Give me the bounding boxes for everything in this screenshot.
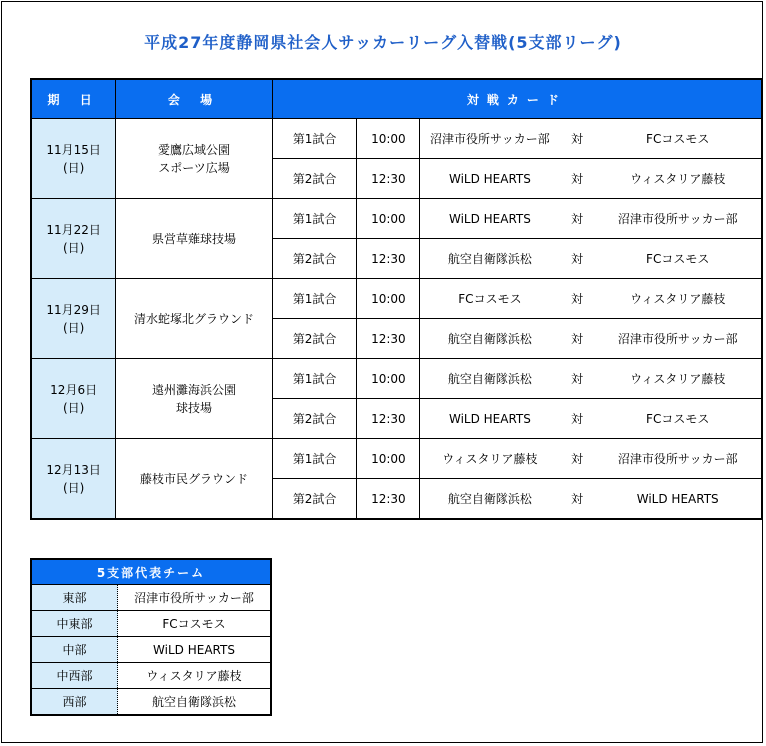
division-name: 東部 — [31, 585, 118, 611]
schedule-row — [31, 119, 762, 159]
reps-row — [31, 611, 271, 637]
match-date — [31, 119, 116, 199]
venue — [116, 279, 272, 359]
home-team: FCコスモス — [420, 279, 560, 319]
date-label: 11月15日 — [46, 142, 101, 157]
division-name: 中東部 — [31, 611, 118, 637]
match-date — [31, 279, 116, 359]
venue-line-1: 県営草薙球技場 — [152, 231, 237, 246]
kickoff-time: 12:30 — [357, 479, 420, 520]
schedule-table — [30, 78, 763, 520]
schedule-row — [31, 439, 762, 479]
header-venue: 会 場 — [116, 79, 272, 119]
venue-line-1: 藤枝市民グラウンド — [140, 471, 249, 486]
kickoff-time: 12:30 — [357, 159, 420, 199]
game-number: 第1試合 — [272, 439, 357, 479]
representatives-table — [30, 558, 272, 716]
kickoff-time: 10:00 — [357, 439, 420, 479]
venue-line-2: スポーツ広場 — [158, 160, 230, 175]
home-team: 沼津市役所サッカー部 — [420, 119, 560, 159]
versus-label: 対 — [560, 479, 595, 520]
game-number: 第2試合 — [272, 399, 357, 439]
reps-title: 5支部代表チーム — [31, 559, 271, 585]
game-number: 第2試合 — [272, 159, 357, 199]
away-team: FCコスモス — [594, 239, 762, 279]
versus-label: 対 — [560, 279, 595, 319]
versus-label: 対 — [560, 359, 595, 399]
day-label: (日) — [62, 480, 85, 495]
versus-label: 対 — [560, 399, 595, 439]
away-team: 沼津市役所サッカー部 — [594, 199, 762, 239]
venue-line-1: 遠州灘海浜公園 — [152, 382, 237, 397]
division-name: 西部 — [31, 689, 118, 716]
away-team: 沼津市役所サッカー部 — [594, 439, 762, 479]
home-team: 航空自衛隊浜松 — [420, 359, 560, 399]
reps-row — [31, 663, 271, 689]
versus-label: 対 — [560, 239, 595, 279]
date-label: 11月29日 — [46, 302, 101, 317]
versus-label: 対 — [560, 159, 595, 199]
day-label: (日) — [62, 160, 85, 175]
game-number: 第1試合 — [272, 199, 357, 239]
venue — [116, 359, 272, 439]
venue-line-1: 清水蛇塚北グラウンド — [134, 311, 255, 326]
kickoff-time: 10:00 — [357, 119, 420, 159]
match-date — [31, 359, 116, 439]
versus-label: 対 — [560, 319, 595, 359]
home-team: ウィスタリア藤枝 — [420, 439, 560, 479]
home-team: WiLD HEARTS — [420, 199, 560, 239]
home-team: WiLD HEARTS — [420, 399, 560, 439]
versus-label: 対 — [560, 199, 595, 239]
day-label: (日) — [62, 240, 85, 255]
game-number: 第1試合 — [272, 279, 357, 319]
game-number: 第2試合 — [272, 479, 357, 520]
schedule-row — [31, 279, 762, 319]
home-team: WiLD HEARTS — [420, 159, 560, 199]
date-label: 12月13日 — [46, 462, 101, 477]
game-number: 第2試合 — [272, 319, 357, 359]
kickoff-time: 10:00 — [357, 279, 420, 319]
venue — [116, 199, 272, 279]
away-team: 沼津市役所サッカー部 — [594, 319, 762, 359]
away-team: ウィスタリア藤枝 — [594, 159, 762, 199]
game-number: 第1試合 — [272, 119, 357, 159]
game-number: 第1試合 — [272, 359, 357, 399]
away-team: WiLD HEARTS — [594, 479, 762, 520]
match-date — [31, 439, 116, 520]
reps-row — [31, 637, 271, 663]
venue-line-1: 愛鷹広域公園 — [158, 142, 231, 157]
division-team: WiLD HEARTS — [118, 637, 272, 663]
day-label: (日) — [62, 320, 85, 335]
division-team: FCコスモス — [118, 611, 272, 637]
venue — [116, 119, 272, 199]
game-number: 第2試合 — [272, 239, 357, 279]
match-date — [31, 199, 116, 279]
division-team: 航空自衛隊浜松 — [118, 689, 272, 716]
home-team: 航空自衛隊浜松 — [420, 479, 560, 520]
page-title: 平成27年度静岡県社会人サッカーリーグ入替戦(5支部リーグ) — [144, 33, 622, 52]
header-matches: 対戦カード — [272, 79, 762, 119]
away-team: ウィスタリア藤枝 — [594, 359, 762, 399]
date-label: 12月6日 — [50, 382, 98, 397]
date-label: 11月22日 — [46, 222, 101, 237]
kickoff-time: 12:30 — [357, 239, 420, 279]
kickoff-time: 12:30 — [357, 399, 420, 439]
division-name: 中西部 — [31, 663, 118, 689]
home-team: 航空自衛隊浜松 — [420, 239, 560, 279]
away-team: FCコスモス — [594, 399, 762, 439]
division-team: ウィスタリア藤枝 — [118, 663, 272, 689]
venue-line-2: 球技場 — [176, 400, 213, 415]
reps-header-row — [31, 559, 271, 585]
versus-label: 対 — [560, 119, 595, 159]
reps-row — [31, 585, 271, 611]
schedule-row — [31, 359, 762, 399]
header-date: 期 日 — [31, 79, 116, 119]
versus-label: 対 — [560, 439, 595, 479]
away-team: FCコスモス — [594, 119, 762, 159]
division-name: 中部 — [31, 637, 118, 663]
kickoff-time: 10:00 — [357, 199, 420, 239]
home-team: 航空自衛隊浜松 — [420, 319, 560, 359]
venue — [116, 439, 272, 520]
division-team: 沼津市役所サッカー部 — [118, 585, 272, 611]
reps-row — [31, 689, 271, 716]
schedule-row — [31, 199, 762, 239]
kickoff-time: 12:30 — [357, 319, 420, 359]
kickoff-time: 10:00 — [357, 359, 420, 399]
day-label: (日) — [62, 400, 85, 415]
schedule-header-row — [31, 79, 762, 119]
away-team: ウィスタリア藤枝 — [594, 279, 762, 319]
